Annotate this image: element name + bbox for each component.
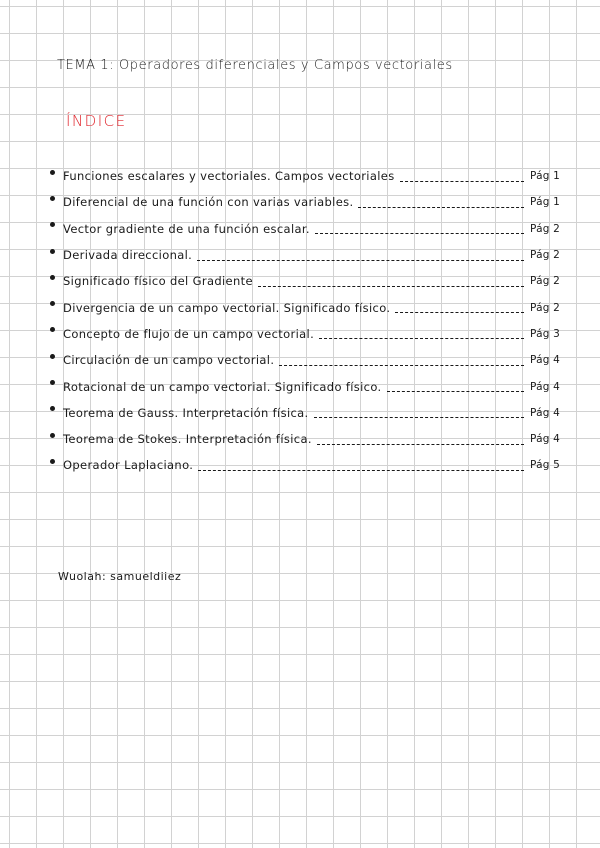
- toc-page: Pág 4: [530, 433, 560, 446]
- bullet-icon: [50, 433, 55, 438]
- bullet-icon: [50, 380, 55, 385]
- toc-item: [50, 373, 560, 399]
- toc-page: Pág 5: [530, 459, 560, 472]
- dashed-leader: [387, 391, 524, 392]
- bullet-icon: [50, 354, 55, 359]
- toc-item: [50, 294, 560, 320]
- toc-item: [50, 426, 560, 452]
- dashed-leader: [358, 207, 524, 208]
- toc-label: Vector gradiente de una función escalar.: [63, 221, 310, 236]
- bullet-icon: [50, 196, 55, 201]
- dashed-leader: [315, 233, 524, 234]
- toc-page: Pág 1: [530, 170, 560, 183]
- toc-label: Significado físico del Gradiente: [63, 274, 253, 289]
- bullet-icon: [50, 406, 55, 411]
- bullet-icon: [50, 459, 55, 464]
- toc-item: [50, 268, 560, 294]
- dashed-leader: [314, 417, 524, 418]
- page-title: TEMA 1: Operadores diferenciales y Campos vectoriales: [57, 58, 453, 73]
- toc-page: Pág 1: [530, 196, 560, 209]
- toc-page: Pág 2: [530, 275, 560, 288]
- toc-item: [50, 400, 560, 426]
- toc-page: Pág 4: [530, 380, 560, 393]
- wuolah-credit: Wuolah: samueldiiez: [58, 570, 182, 583]
- toc-label: Teorema de Stokes. Interpretación física.: [63, 432, 312, 447]
- toc-item: [50, 163, 560, 189]
- dashed-leader: [319, 338, 524, 339]
- dashed-leader: [317, 444, 524, 445]
- dashed-leader: [279, 365, 524, 366]
- dashed-leader: [197, 260, 524, 261]
- dashed-leader: [258, 286, 524, 287]
- toc-item: [50, 347, 560, 373]
- dashed-leader: [198, 470, 524, 471]
- bullet-icon: [50, 301, 55, 306]
- toc-item: [50, 321, 560, 347]
- toc-label: Funciones escalares y vectoriales. Campos vectoriales: [63, 169, 395, 184]
- toc-label: Rotacional de un campo vectorial. Significado físico.: [63, 379, 382, 394]
- toc-page: Pág 2: [530, 301, 560, 314]
- toc-label: Operador Laplaciano.: [63, 458, 194, 473]
- toc-page: Pág 2: [530, 249, 560, 262]
- toc-label: Diferencial de una función con varias variables.: [63, 195, 354, 210]
- toc-page: Pág 2: [530, 222, 560, 235]
- toc-page: Pág 4: [530, 354, 560, 367]
- bullet-icon: [50, 170, 55, 175]
- index-heading: ÍNDICE: [66, 112, 127, 130]
- bullet-icon: [50, 275, 55, 280]
- toc-label: Derivada direccional.: [63, 248, 193, 263]
- toc-page: Pág 3: [530, 327, 560, 340]
- toc-item: [50, 452, 560, 478]
- toc-item: [50, 189, 560, 215]
- dashed-leader: [400, 181, 524, 182]
- toc-label: Circulación de un campo vectorial.: [63, 353, 275, 368]
- toc-label: Divergencia de un campo vectorial. Significado físico.: [63, 300, 391, 315]
- bullet-icon: [50, 249, 55, 254]
- toc-page: Pág 4: [530, 406, 560, 419]
- bullet-icon: [50, 327, 55, 332]
- toc-item: [50, 242, 560, 268]
- bullet-icon: [50, 222, 55, 227]
- dashed-leader: [395, 312, 524, 313]
- table-of-contents: [50, 163, 560, 479]
- toc-label: Teorema de Gauss. Interpretación física.: [63, 405, 309, 420]
- toc-item: [50, 216, 560, 242]
- toc-label: Concepto de flujo de un campo vectorial.: [63, 326, 315, 341]
